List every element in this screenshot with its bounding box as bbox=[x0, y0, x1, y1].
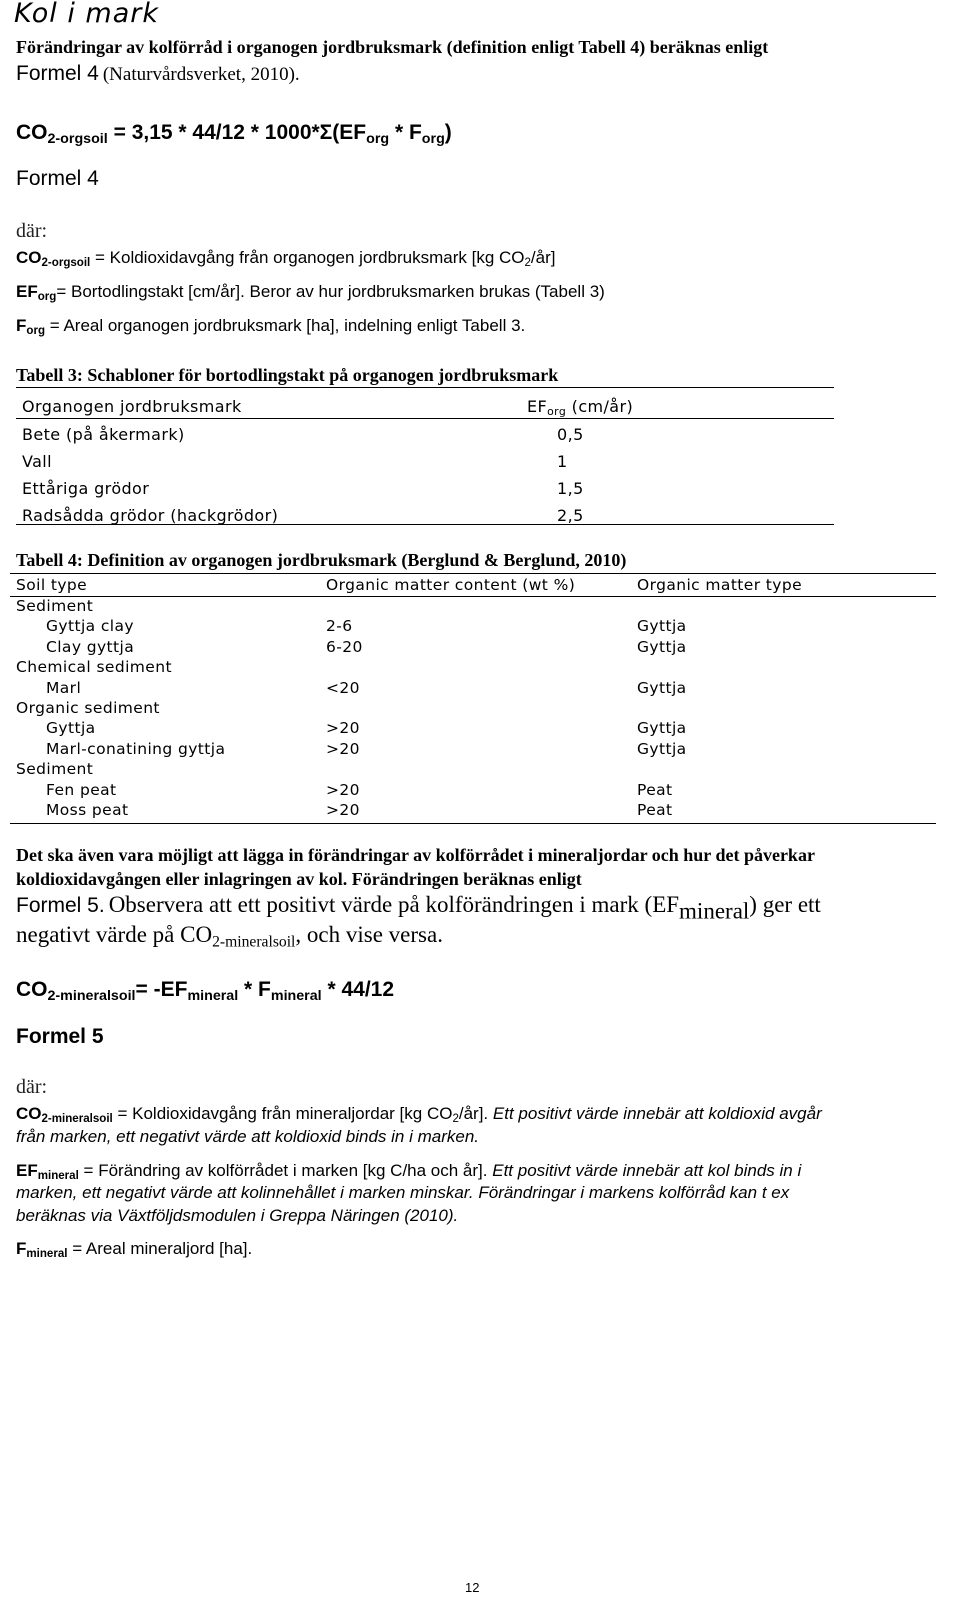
def-ef-mineral: $EF_{mineral}$ = Förändring av kolförrådet i marken [kg C/ha och år]. Ett positivt värde innebär att kol binds in i bbox=[16, 1161, 802, 1183]
table-4-cell-soil-type: Organic sediment bbox=[16, 699, 160, 717]
table-4-row bbox=[16, 638, 936, 658]
formula-4-label: Formel 4 bbox=[16, 167, 99, 190]
table-4-cell-content: >20 bbox=[326, 719, 360, 738]
def-ef-mineral-note-3: beräknas via Växtföljdsmodulen i Greppa Näringen (2010). bbox=[16, 1206, 459, 1225]
table-3-top-rule bbox=[16, 387, 834, 388]
table-4-row bbox=[16, 740, 936, 760]
table-3-cell-land-use: Vall bbox=[22, 452, 52, 471]
table-4-cell-type: Peat bbox=[637, 780, 673, 799]
formula-reference-5: Formel 5. bbox=[16, 894, 105, 917]
where-label-5: där: bbox=[16, 1076, 48, 1098]
mineral-intro-line-2: koldioxidavgången eller inlagringen av kol. Förändringen beräknas enligt bbox=[16, 869, 582, 889]
table-4-row bbox=[16, 597, 936, 617]
table-3-cell-land-use: Bete (på åkermark) bbox=[22, 425, 185, 444]
formula-reference: Formel 4 bbox=[16, 62, 99, 85]
table-4-row bbox=[16, 699, 936, 719]
table-3-cell-value: 1,5 bbox=[557, 479, 584, 498]
table-4-row bbox=[16, 760, 936, 780]
table-3-row bbox=[22, 452, 822, 476]
section-title: Kol i mark bbox=[14, 0, 160, 29]
table-4-cell-content: <20 bbox=[326, 678, 360, 697]
table-3-bottom-rule bbox=[16, 524, 834, 525]
def-ef-mineral-note-2: marken, ett negativt värde att kolinnehållet i marken minskar. Förändringar i markens kolförråd kan t ex bbox=[16, 1183, 790, 1202]
formula-4: $CO_{2-orgsoil} = 3,15 * 44/12 * 1000*\Sigma(EF_{org} * F_{org})$ bbox=[16, 121, 452, 147]
table-4-cell-soil-type: Clay gyttja bbox=[46, 637, 135, 656]
table-4-cell-soil-type: Sediment bbox=[16, 597, 94, 615]
table-4-cell-content: >20 bbox=[326, 780, 360, 799]
mineral-intro-line-3: Formel 5. Observera att ett positivt värde på kolförändringen i mark $(EF_{mineral})$ ger ett bbox=[16, 892, 821, 924]
mineral-intro-line-1: Det ska även vara möjligt att lägga in förändringar av kolförrådet i mineraljordar och hur det påverkar bbox=[16, 845, 815, 865]
table-3-header: Organogen jordbruksmark $EF_{org}$ (cm/år) bbox=[22, 397, 634, 419]
def-co2-orgsoil: $CO_{2-orgsoil}$ = Koldioxidavgång från organogen jordbruksmark [kg $CO_2/år$] bbox=[16, 248, 556, 270]
table-3-row bbox=[22, 479, 822, 503]
table-3-cell-land-use: Ettåriga grödor bbox=[22, 479, 150, 498]
table-4-caption: Tabell 4: Definition av organogen jordbruksmark (Berglund & Berglund, 2010) bbox=[16, 550, 627, 570]
def-f-org: $F_{org}$ = Areal organogen jordbruksmark [ha], indelning enligt Tabell 3. bbox=[16, 316, 526, 338]
table-4-cell-content: >20 bbox=[326, 801, 360, 819]
table-4-row bbox=[16, 719, 936, 739]
table-4-row bbox=[16, 658, 936, 678]
table-4-cell-soil-type: Fen peat bbox=[46, 780, 117, 799]
table-3-row bbox=[22, 506, 822, 530]
table-3-row bbox=[22, 425, 822, 449]
table-4-row bbox=[16, 801, 936, 821]
table-4-cell-type: Gyttja bbox=[637, 678, 687, 697]
table-4-cell-type: Gyttja bbox=[637, 739, 687, 758]
def-co2-mineralsoil: $CO_{2-mineralsoil}$ = Koldioxidavgång från mineraljordar [kg $CO_2/år$]. Ett positivt värde innebär att koldioxid avgår bbox=[16, 1104, 822, 1126]
mineral-intro-line-4: negativt värde på $CO_{2-mineralsoil}$, och vise versa. bbox=[16, 922, 443, 951]
table-4-cell-soil-type: Gyttja clay bbox=[46, 617, 134, 636]
table-4-top-rule bbox=[10, 573, 936, 574]
table-4-cell-soil-type: Moss peat bbox=[46, 801, 129, 819]
table-4-cell-content: >20 bbox=[326, 739, 360, 758]
table-4-cell-type: Gyttja bbox=[637, 617, 687, 636]
table-3-header-rule bbox=[16, 418, 834, 419]
table-3-cell-value: 1 bbox=[557, 452, 568, 471]
formula-5: $CO_{2-mineralsoil}= -EF_{mineral} * F_{mineral} * 44/12$ bbox=[16, 978, 395, 1004]
table-4-header: Soil type Organic matter content (wt %) Organic matter type bbox=[16, 576, 803, 594]
page-number: 12 bbox=[465, 1580, 480, 1595]
def-co2-mineralsoil-note: från marken, ett negativt värde att koldioxid binds in i marken. bbox=[16, 1127, 480, 1146]
formula-5-label: Formel 5 bbox=[16, 1025, 104, 1048]
intro-source: (Naturvårdsverket, 2010). bbox=[102, 64, 300, 85]
def-f-mineral: $F_{mineral}$ = Areal mineraljord [ha]. bbox=[16, 1239, 253, 1261]
table-4-row bbox=[16, 679, 936, 699]
table-4-cell-content: 2-6 bbox=[326, 617, 353, 636]
table-4-cell-type: Gyttja bbox=[637, 637, 687, 656]
table-4-cell-soil-type: Chemical sediment bbox=[16, 658, 172, 677]
intro-line-2 bbox=[16, 62, 300, 86]
where-label: där: bbox=[16, 220, 48, 242]
table-4-cell-soil-type: Sediment bbox=[16, 760, 94, 779]
table-4-row bbox=[16, 781, 936, 801]
table-4-row bbox=[16, 617, 936, 637]
table-4-cell-soil-type: Marl bbox=[46, 678, 82, 697]
table-4-bottom-rule bbox=[10, 823, 936, 824]
table-3-caption: Tabell 3: Schabloner för bortodlingstakt på organogen jordbruksmark bbox=[16, 365, 559, 385]
table-3-cell-land-use: Radsådda grödor (hackgrödor) bbox=[22, 506, 279, 525]
def-ef-org: $EF_{org}=$ Bortodlingstakt [cm/år]. Beror av hur jordbruksmarken brukas (Tabell 3) bbox=[16, 282, 605, 304]
intro-line: Förändringar av kolförråd i organogen jordbruksmark (definition enligt Tabell 4) beräknas enligt bbox=[16, 37, 769, 57]
table-4-cell-type: Gyttja bbox=[637, 719, 687, 738]
table-4-cell-content: 6-20 bbox=[326, 637, 363, 656]
table-3-cell-value: 2,5 bbox=[557, 506, 584, 525]
table-3-cell-value: 0,5 bbox=[557, 425, 584, 444]
table-4-cell-soil-type: Marl-conatining gyttja bbox=[46, 739, 226, 758]
table-4-cell-type: Peat bbox=[637, 801, 673, 819]
table-4-cell-soil-type: Gyttja bbox=[46, 719, 96, 738]
